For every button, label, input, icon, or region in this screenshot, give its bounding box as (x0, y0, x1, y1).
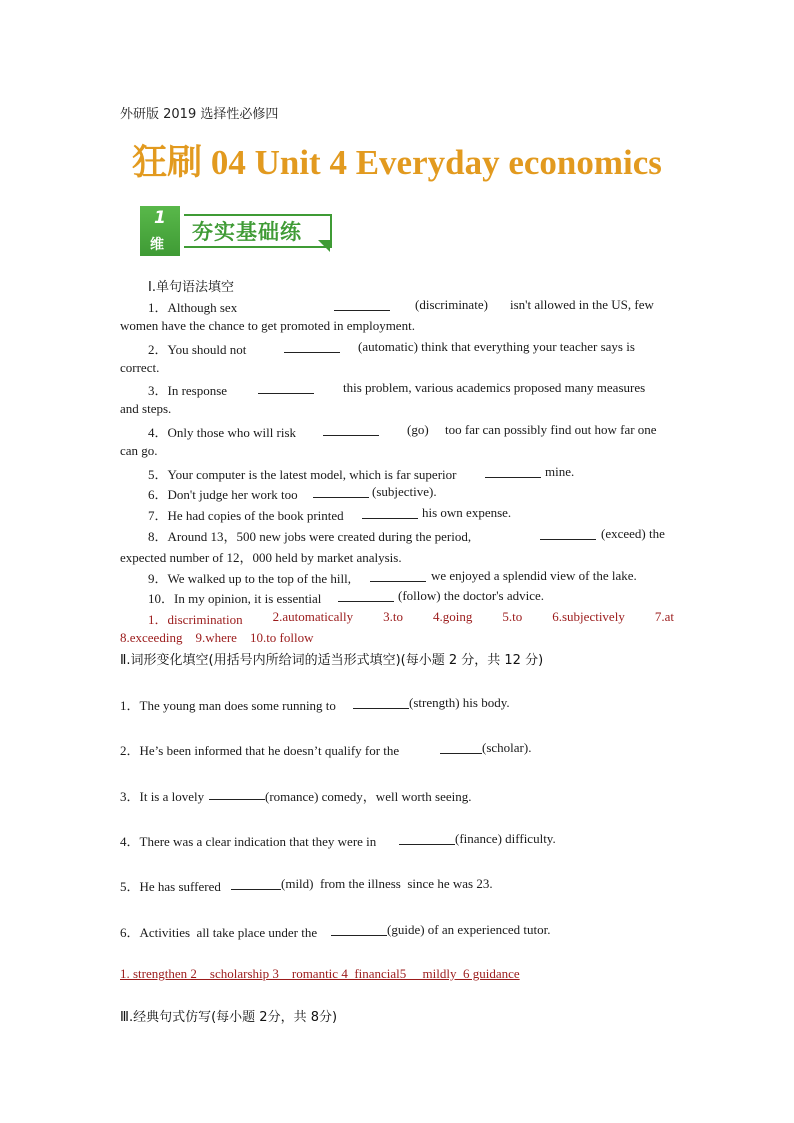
s1-q4-part4: can go. (120, 443, 158, 458)
banner-wei: 维 (150, 237, 164, 253)
s2-q5-part2: (mild) from the illness since he was 23. (281, 876, 493, 891)
s2-q6-part2: (guide) of an experienced tutor. (387, 922, 551, 937)
s1-q7-blank (362, 506, 418, 519)
s1-q6-part2: (subjective). (372, 484, 437, 499)
banner-corner-decoration (318, 240, 330, 252)
s1-q8-part1: 8．Around 13，500 new jobs were created during the period, (148, 529, 472, 544)
s1-q7-part1: 7．He had copies of the book printed (148, 508, 344, 523)
s2-q6-blank (331, 923, 387, 936)
s1-q9-part1: 9．We walked up to the top of the hill, (148, 571, 351, 586)
banner-badge (140, 206, 180, 256)
s2-q5-part1: 5．He has suffered (120, 879, 221, 894)
s2-q1-part2: (strength) his body. (409, 695, 510, 710)
s1-q3-part3: and steps. (120, 401, 172, 416)
s1-answer-7: 7.at (654, 609, 674, 624)
s1-q7-part2: his own expense. (422, 505, 512, 520)
s1-q3-part1: 3．In response (148, 383, 228, 398)
s1-answer-6: 6.subjectively (552, 609, 625, 624)
s2-q3-blank (209, 787, 265, 800)
s1-q8-part2: (exceed) the (601, 526, 665, 541)
s2-answers: 1. strengthen 2 scholarship 3 romantic 4 financial5 mildly 6 guidance (120, 966, 520, 981)
s2-q5-blank (231, 877, 281, 890)
s1-q5-blank (485, 465, 541, 478)
s1-q2-part3: correct. (120, 360, 160, 375)
s1-q10-blank (338, 589, 394, 602)
s1-q5-part1: 5．Your computer is the latest model, which is far superior (148, 467, 457, 482)
s1-q6-part1: 6．Don't judge her work too (148, 487, 298, 502)
s1-q3-blank (258, 381, 314, 394)
s2-q4-blank (399, 832, 455, 845)
s1-q9-part2: we enjoyed a splendid view of the lake. (431, 568, 637, 583)
s1-q5-part2: mine. (545, 464, 575, 479)
s1-answer-4: 4.going (433, 609, 473, 624)
s2-q1-blank (353, 696, 409, 709)
banner-label: 夯实基础练 (192, 220, 302, 244)
s1-q1-part1: 1．Although sex (148, 300, 238, 315)
header-note: 外研版 2019 选择性必修四 (120, 107, 279, 122)
section1-heading: Ⅰ.单句语法填空 (148, 280, 234, 295)
s1-answers-line2: 8.exceeding 9.where 10.to follow (120, 630, 314, 645)
banner-number: 1 (154, 208, 166, 228)
s1-answer-3: 3.to (383, 609, 403, 624)
page-title: 狂刷 04 Unit 4 Everyday economics (132, 143, 662, 182)
s2-q2-part1: 2．He’s been informed that he doesn’t qualify for the (120, 743, 400, 758)
s1-q1-part2: (discriminate) (415, 297, 488, 312)
s1-q10-part2: (follow) the doctor's advice. (398, 588, 545, 603)
s1-q6-blank (313, 485, 369, 498)
s2-q2-blank (440, 741, 482, 754)
s1-q2-blank (284, 340, 340, 353)
s2-q3-part1: 3．It is a lovely (120, 789, 205, 804)
s2-q4-part1: 4．There was a clear indication that they were in (120, 834, 377, 849)
s2-q2-part2: (scholar). (482, 740, 532, 755)
s1-answer-2: 2.automatically (272, 609, 354, 624)
s1-answer-5: 5.to (502, 609, 523, 624)
s1-answers-line1 (148, 609, 674, 628)
s1-q4-blank (323, 423, 379, 436)
s1-q2-part1: 2．You should not (148, 342, 247, 357)
section-banner (140, 206, 334, 256)
s1-q3-part2: this problem, various academics proposed many measures (343, 380, 646, 395)
s1-q8-blank (540, 527, 596, 540)
s2-q6-part1: 6．Activities all take place under the (120, 925, 318, 940)
section3-heading: Ⅲ.经典句式仿写(每小题 2分，共 8分) (120, 1010, 338, 1025)
section2-heading: Ⅱ.词形变化填空(用括号内所给词的适当形式填空)(每小题 2 分，共 12 分) (120, 653, 544, 668)
s1-q10-part1: 10．In my opinion, it is essential (148, 591, 322, 606)
s1-q1-part3: isn't allowed in the US, few (510, 297, 654, 312)
s1-q9-blank (370, 569, 426, 582)
s2-q4-part2: (finance) difficulty. (455, 831, 556, 846)
s1-q4-part3: too far can possibly find out how far one (445, 422, 657, 437)
s1-q1-part4: women have the chance to get promoted in employment. (120, 318, 415, 333)
s1-q2-part2: (automatic) think that everything your teacher says is (358, 339, 635, 354)
s2-q3-part2: (romance) comedy，well worth seeing. (265, 789, 472, 804)
s1-q1-blank (334, 298, 390, 311)
s1-answer-1: 1．discrimination (148, 612, 243, 627)
s1-q4-part1: 4．Only those who will risk (148, 425, 297, 440)
s1-q4-part2: (go) (407, 422, 429, 437)
s2-q1-part1: 1．The young man does some running to (120, 698, 336, 713)
s1-q8-part3: expected number of 12，000 held by market analysis. (120, 550, 402, 565)
